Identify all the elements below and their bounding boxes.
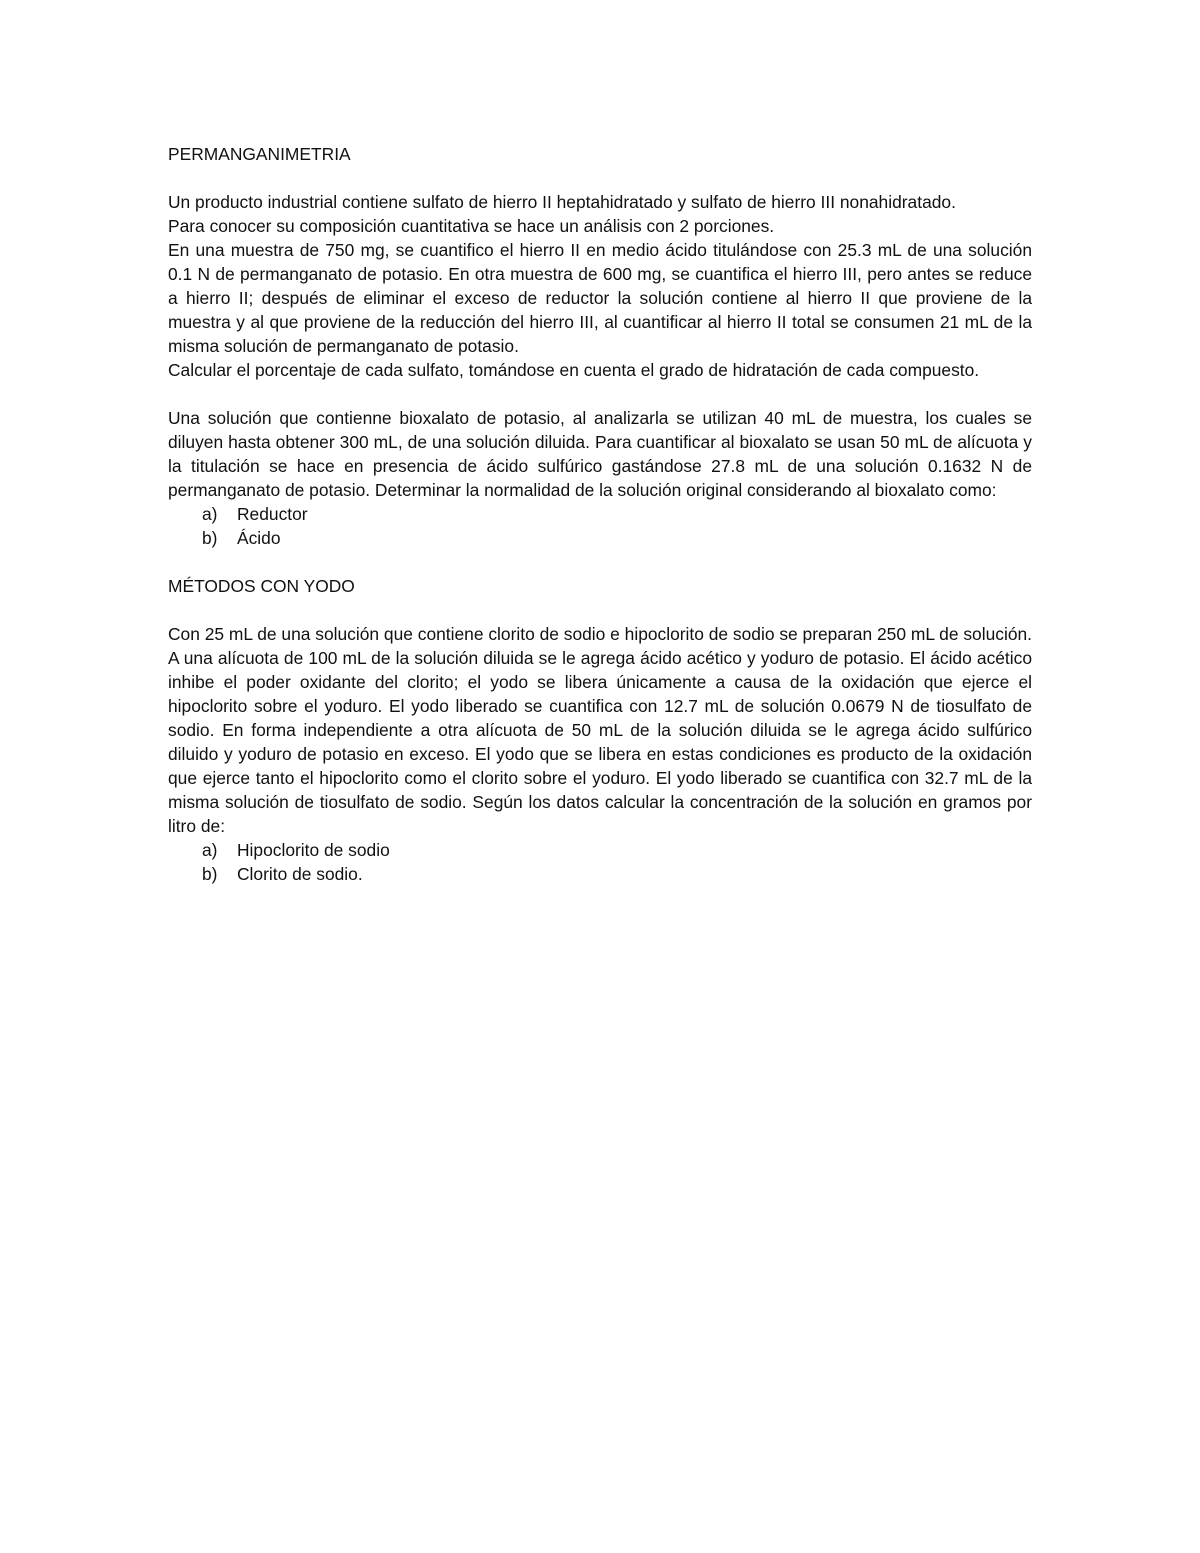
problem-1-line-1: Un producto industrial contiene sulfato de hierro II heptahidratado y sulfato de hierro III nonahidratado. [168, 192, 956, 212]
problem-1-line-4: Calcular el porcentaje de cada sulfato, tomándose en cuenta el grado de hidratación de cada compuesto. [168, 360, 980, 380]
section-title-metodos-con-yodo: MÉTODOS CON YODO [168, 576, 355, 596]
problem-2-paragraph: Una solución que contienne bioxalato de potasio, al analizarla se utilizan 40 mL de muestra, los cuales se diluyen hasta obtener 300 mL, de una solución diluida. Para cuantificar al bioxalato se usan 50 mL de alícuota y la titulación se hace en presencia de ácido sulfúrico gastándose 27.8 mL de una solución 0.1632 N de permanganato de potasio. Determinar la normalidad de la solución original considerando al bioxalato como: [168, 408, 1032, 500]
list-item [168, 526, 1032, 550]
list-marker: b) [202, 864, 218, 884]
list-text: Ácido [237, 528, 281, 548]
problem-2-options [168, 502, 1032, 550]
list-marker: a) [202, 504, 218, 524]
spacer [168, 598, 1032, 622]
list-item [168, 502, 1032, 526]
list-text: Hipoclorito de sodio [237, 840, 390, 860]
problem-3-paragraph: Con 25 mL de una solución que contiene clorito de sodio e hipoclorito de sodio se preparan 250 mL de solución. A una alícuota de 100 mL de la solución diluida se le agrega ácido acético y yoduro de potasio. El ácido acético inhibe el poder oxidante del clorito; el yodo se libera únicamente a causa de la oxidación que ejerce el hipoclorito sobre el yoduro. El yodo liberado se cuantifica con 12.7 mL de solución 0.0679 N de tiosulfato de sodio. En forma independiente a otra alícuota de 50 mL de la solución diluida se le agrega ácido sulfúrico diluido y yoduro de potasio en exceso. El yodo que se libera en estas condiciones es producto de la oxidación que ejerce tanto el hipoclorito como el clorito sobre el yoduro. El yodo liberado se cuantifica con 32.7 mL de la misma solución de tiosulfato de sodio. Según los datos calcular la concentración de la solución en gramos por litro de: [168, 624, 1032, 836]
list-item [168, 862, 1032, 886]
spacer [168, 166, 1032, 190]
problem-3-options [168, 838, 1032, 886]
document-content [168, 142, 1032, 886]
problem-1-line-3: En una muestra de 750 mg, se cuantifico el hierro II en medio ácido titulándose con 25.3 mL de una solución 0.1 N de permanganato de potasio. En otra muestra de 600 mg, se cuantifica el hierro III, pero antes se reduce a hierro II; después de eliminar el exceso de reductor la solución contiene al hierro II que proviene de la muestra y al que proviene de la reducción del hierro III, al cuantificar al hierro II total se consumen 21 mL de la misma solución de permanganato de potasio. [168, 240, 1032, 356]
list-marker: a) [202, 840, 218, 860]
section-title-permanganimetria: PERMANGANIMETRIA [168, 144, 351, 164]
problem-1-line-2: Para conocer su composición cuantitativa se hace un análisis con 2 porciones. [168, 216, 775, 236]
list-text: Reductor [237, 504, 308, 524]
spacer [168, 382, 1032, 406]
problem-1-paragraph [168, 190, 1032, 382]
list-marker: b) [202, 528, 218, 548]
list-text: Clorito de sodio. [237, 864, 363, 884]
list-item [168, 838, 1032, 862]
spacer [168, 550, 1032, 574]
